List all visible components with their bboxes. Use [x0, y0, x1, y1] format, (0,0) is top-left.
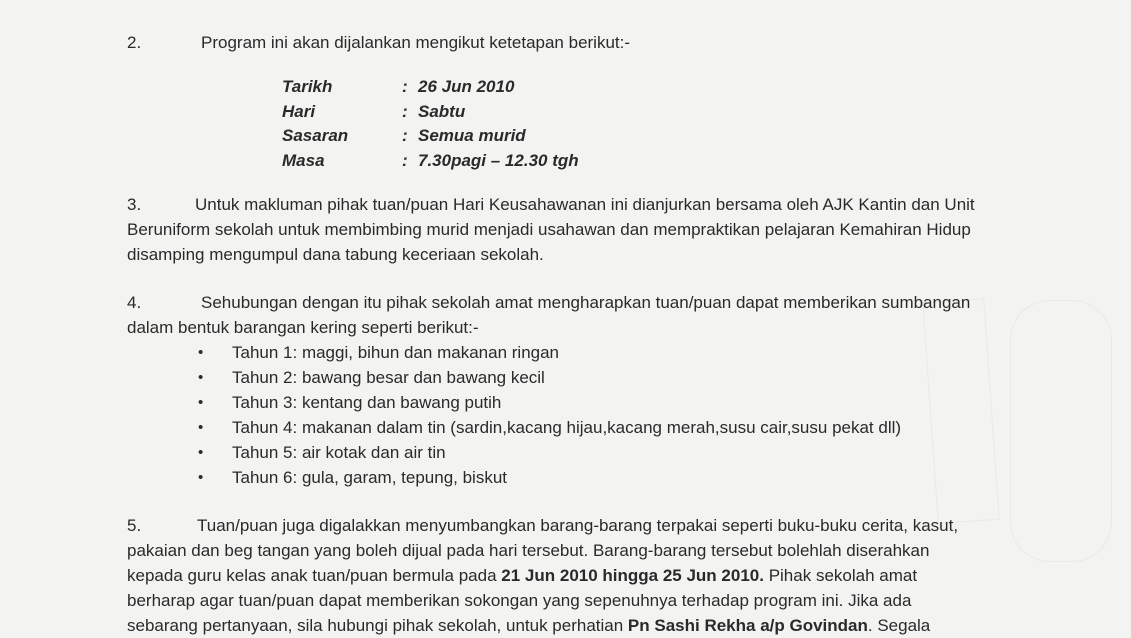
text-run: sebarang pertanyaan, sila hubungi pihak sekolah, untuk perhatian — [127, 616, 628, 635]
schedule-table — [282, 75, 579, 173]
paragraph-number: 4. — [127, 293, 142, 312]
paragraph-line: dalam bentuk barangan kering seperti berikut:- — [127, 318, 479, 337]
paragraph-line — [127, 290, 970, 315]
bleed-through-shape — [1010, 300, 1112, 562]
paragraph-5 — [127, 513, 958, 638]
paragraph-3 — [127, 192, 975, 267]
paragraph-number: 5. — [127, 516, 142, 535]
schedule-row — [282, 149, 579, 174]
schedule-row — [282, 100, 579, 125]
colon: : — [402, 101, 408, 121]
paragraph-line: pakaian dan beg tangan yang boleh dijual pada hari tersebut. Barang-barang tersebut bolehlah diserahkan — [127, 541, 930, 560]
paragraph-2 — [127, 30, 630, 55]
schedule-label: Hari — [282, 101, 316, 121]
paragraph-text: Program ini akan dijalankan mengikut ketetapan berikut:- — [201, 33, 631, 52]
list-item: • Tahun 3: kentang dan bawang putih — [196, 390, 901, 415]
text-run: kepada guru kelas anak tuan/puan bermula pada — [127, 566, 502, 585]
paragraph-number: 2. — [127, 33, 142, 52]
schedule-label: Masa — [282, 150, 325, 170]
schedule-label: Tarikh — [282, 77, 333, 96]
paragraph-line — [127, 563, 958, 588]
text-run: Pihak sekolah amat — [763, 566, 918, 585]
paragraph-line — [127, 613, 958, 638]
paragraph-line: berharap agar tuan/puan dapat memberikan sokongan yang sepenuhnya terhadap program ini. Jika ada — [127, 591, 912, 610]
contact-name: Pn Sashi Rekha a/p Govindan — [627, 616, 868, 635]
date-range-highlight: 21 Jun 2010 hingga 25 Jun 2010. — [501, 566, 764, 585]
schedule-label: Sasaran — [282, 126, 349, 145]
donation-list — [196, 340, 901, 490]
schedule-row — [282, 124, 579, 149]
list-item: • Tahun 6: gula, garam, tepung, biskut — [196, 465, 901, 490]
paragraph-4 — [127, 290, 970, 340]
paragraph-number: 3. — [127, 195, 142, 214]
paragraph-line: Beruniform sekolah untuk membimbing murid menjadi usahawan dan mempraktikan pelajaran Kemahiran Hidup — [127, 220, 971, 239]
schedule-value: Semua murid — [418, 126, 526, 145]
schedule-value: Sabtu — [418, 101, 466, 121]
schedule-value: 7.30pagi – 12.30 tgh — [418, 150, 579, 170]
schedule-value: 26 Jun 2010 — [418, 77, 515, 96]
colon: : — [402, 126, 408, 145]
paragraph-text: Tuan/puan juga digalakkan menyumbangkan barang-barang terpakai seperti buku-buku cerita, kasut, — [197, 516, 959, 535]
paragraph-line: disamping mengumpul dana tabung keceriaan sekolah. — [127, 245, 544, 264]
list-item: • Tahun 2: bawang besar dan bawang kecil — [196, 365, 901, 390]
paragraph-line — [127, 192, 975, 217]
colon: : — [402, 150, 408, 170]
schedule-row — [282, 75, 579, 100]
list-item: • Tahun 1: maggi, bihun dan makanan ringan — [196, 340, 901, 365]
text-run: . Segala — [867, 616, 931, 635]
list-item: • Tahun 5: air kotak dan air tin — [196, 440, 901, 465]
paragraph-text: Untuk makluman pihak tuan/puan Hari Keusahawanan ini dianjurkan bersama oleh AJK Kantin dan Unit — [195, 195, 975, 214]
paragraph-line — [127, 513, 958, 538]
colon: : — [402, 77, 408, 96]
paragraph-text: Sehubungan dengan itu pihak sekolah amat mengharapkan tuan/puan dapat memberikan sumbangan — [201, 293, 971, 312]
list-item: • Tahun 4: makanan dalam tin (sardin,kacang hijau,kacang merah,susu cair,susu pekat dll) — [196, 415, 901, 440]
